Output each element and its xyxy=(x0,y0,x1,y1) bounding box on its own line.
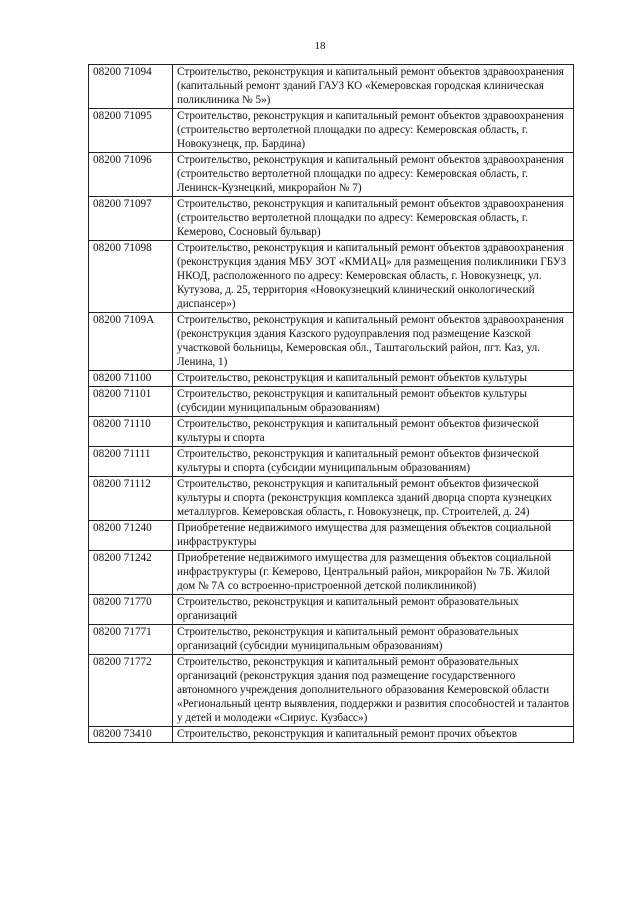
code-cell: 08200 71240 xyxy=(89,521,173,551)
code-cell: 08200 71772 xyxy=(89,655,173,727)
table-row xyxy=(89,477,574,521)
description-cell: Строительство, реконструкция и капитальный ремонт объектов здравоохранения (строительство вертолетной площадки по адресу: Кемеровская область, г. Новокузнецк, пр. Бардина) xyxy=(173,109,574,153)
description-cell: Приобретение недвижимого имущества для размещения объектов социальной инфраструктуры (г. Кемерово, Центральный район, микрорайон № 7Б. Жилой дом № 7А со встроенно-пристроенной детской поликлиникой) xyxy=(173,551,574,595)
description-cell: Строительство, реконструкция и капитальный ремонт объектов здравоохранения (капитальный ремонт зданий ГАУЗ КО «Кемеровская городская клиническая поликлиника № 5») xyxy=(173,65,574,109)
table-row xyxy=(89,595,574,625)
description-cell: Строительство, реконструкция и капитальный ремонт объектов здравоохранения (строительство вертолетной площадки по адресу: Кемеровская область, г. Ленинск-Кузнецкий, микрорайон № 7) xyxy=(173,153,574,197)
code-cell: 08200 71112 xyxy=(89,477,173,521)
table-row xyxy=(89,371,574,387)
code-cell: 08200 71096 xyxy=(89,153,173,197)
table-row xyxy=(89,65,574,109)
table-row xyxy=(89,313,574,371)
code-cell: 08200 71110 xyxy=(89,417,173,447)
table-row xyxy=(89,197,574,241)
code-cell: 08200 71771 xyxy=(89,625,173,655)
code-cell: 08200 71098 xyxy=(89,241,173,313)
table-row xyxy=(89,447,574,477)
code-cell: 08200 71095 xyxy=(89,109,173,153)
table-row xyxy=(89,625,574,655)
description-cell: Строительство, реконструкция и капитальный ремонт объектов здравоохранения (реконструкция здания Казского рудоуправления под размещение Казской участковой больницы, Кемеровская обл., Таштагольский район, пгт. Каз, ул. Ленина, 1) xyxy=(173,313,574,371)
description-cell: Строительство, реконструкция и капитальный ремонт образовательных организаций xyxy=(173,595,574,625)
description-cell: Строительство, реконструкция и капитальный ремонт образовательных организаций (реконструкция здания под размещение государственного автономного учреждения дополнительного образования Кемеровской области «Региональный центр выявления, поддержки и развития способностей и талантов у детей и молодежи «Сириус. Кузбасс») xyxy=(173,655,574,727)
table-row xyxy=(89,387,574,417)
table-row xyxy=(89,241,574,313)
description-cell: Строительство, реконструкция и капитальный ремонт объектов здравоохранения (реконструкция здания МБУ ЗОТ «КМИАЦ» для размещения поликлиники ГБУЗ НКОД, расположенного по адресу: Кемеровская область, г. Новокузнецк, ул. Кутузова, д. 25, территория «Новокузнецкий клинический онкологический диспансер») xyxy=(173,241,574,313)
table-row xyxy=(89,153,574,197)
table-row xyxy=(89,655,574,727)
code-cell: 08200 71094 xyxy=(89,65,173,109)
code-cell: 08200 7109А xyxy=(89,313,173,371)
description-cell: Строительство, реконструкция и капитальный ремонт прочих объектов xyxy=(173,727,574,743)
description-cell: Строительство, реконструкция и капитальный ремонт объектов физической культуры и спорта (субсидии муниципальным образованиям) xyxy=(173,447,574,477)
description-cell: Строительство, реконструкция и капитальный ремонт образовательных организаций (субсидии муниципальным образованиям) xyxy=(173,625,574,655)
table-row xyxy=(89,521,574,551)
code-cell: 08200 71100 xyxy=(89,371,173,387)
code-cell: 08200 71111 xyxy=(89,447,173,477)
description-cell: Строительство, реконструкция и капитальный ремонт объектов культуры xyxy=(173,371,574,387)
code-cell: 08200 71242 xyxy=(89,551,173,595)
description-cell: Строительство, реконструкция и капитальный ремонт объектов здравоохранения (строительство вертолетной площадки по адресу: Кемеровская область, г. Кемерово, Сосновый бульвар) xyxy=(173,197,574,241)
table-row xyxy=(89,551,574,595)
budget-codes-table xyxy=(88,64,574,743)
description-cell: Строительство, реконструкция и капитальный ремонт объектов культуры (субсидии муниципальным образованиям) xyxy=(173,387,574,417)
table-row xyxy=(89,727,574,743)
table-row xyxy=(89,109,574,153)
code-cell: 08200 71770 xyxy=(89,595,173,625)
code-cell: 08200 73410 xyxy=(89,727,173,743)
description-cell: Приобретение недвижимого имущества для размещения объектов социальной инфраструктуры xyxy=(173,521,574,551)
description-cell: Строительство, реконструкция и капитальный ремонт объектов физической культуры и спорта (реконструкция комплекса зданий дворца спорта кузнецких металлургов. Кемеровская область, г. Новокузнецк, пр. Строителей, д. 24) xyxy=(173,477,574,521)
page-number: 18 xyxy=(314,40,326,52)
description-cell: Строительство, реконструкция и капитальный ремонт объектов физической культуры и спорта xyxy=(173,417,574,447)
code-cell: 08200 71097 xyxy=(89,197,173,241)
code-cell: 08200 71101 xyxy=(89,387,173,417)
table-row xyxy=(89,417,574,447)
